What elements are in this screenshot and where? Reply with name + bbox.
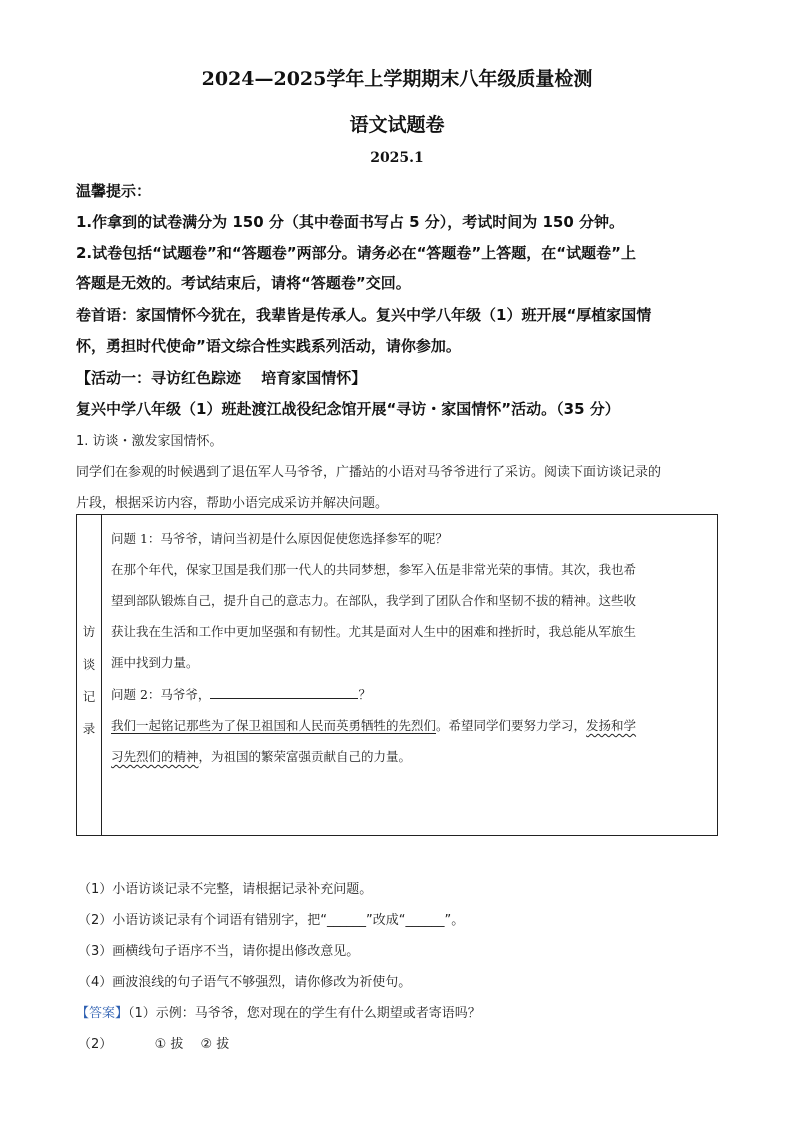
answer-line-2 xyxy=(78,1033,229,1052)
interview-answer-1-line: 获让我在生活和工作中更加坚强和有韧性。尤其是面对人生中的困难和挫折时，我总能从军旅生 xyxy=(111,624,637,639)
notice-item-2-line-2: 答题是无效的。考试结束后，请将“答题卷”交回。 xyxy=(76,274,411,292)
question-2-blank xyxy=(210,686,358,699)
question-prompt-line-1: 同学们在参观的时候遇到了退伍军人马爷爷，广播站的小语对马爷爷进行了采访。阅读下面访谈记录的 xyxy=(76,465,662,480)
intro-line-2: 怀，勇担时代使命”语文综合性实践系列活动，请你参加。 xyxy=(76,337,461,355)
answer-line-1 xyxy=(76,1002,481,1021)
underlined-sentence: 我们一起铭记那些为了保卫祖国和人民而英勇牺牲的先烈们 xyxy=(111,718,437,733)
notice-item-2-line-1: 2.试卷包括“试题卷”和“答题卷”两部分。请务必在“答题卷”上答题，在“试题卷”上 xyxy=(76,244,637,262)
question-prompt-line-2: 片段，根据采访内容，帮助小语完成采访并解决问题。 xyxy=(76,496,389,511)
side-label-char: 谈 xyxy=(82,657,96,672)
sub-question-2: （2）小语访谈记录有个词语有错别字，把“______”改成“______”。 xyxy=(78,913,465,928)
question-2-prefix: 问题 2：马爷爷， xyxy=(111,687,211,702)
activity-description: 复兴中学八年级（1）班赴渡江战役纪念馆开展“寻访・家国情怀”活动。（35 分） xyxy=(76,400,620,418)
wavy-sentence-part-2: 习先烈们的精神 xyxy=(111,749,199,764)
side-label-char: 录 xyxy=(82,721,96,736)
exam-date: 2025.1 xyxy=(370,150,424,166)
question-2-suffix: ？ xyxy=(358,687,371,702)
sub-question-4: （4）画波浪线的句子语气不够强烈，请你修改为祈使句。 xyxy=(78,975,412,990)
interview-answer-2-line-2 xyxy=(111,747,411,765)
answer-2-prefix: （2） xyxy=(78,1037,113,1052)
interview-record-box xyxy=(76,514,718,836)
answer-text-1: （1）示例：马爷爷，您对现在的学生有什么期望或者寄语吗？ xyxy=(128,1006,481,1021)
question-label: 1. 访谈・激发家国情怀。 xyxy=(76,434,223,449)
interview-answer-1-line: 涯中找到力量。 xyxy=(111,655,199,670)
answer-2-end: ，为祖国的繁荣富强贡献自己的力量。 xyxy=(198,749,412,764)
answer-tag: 【答案】 xyxy=(76,1006,129,1021)
wavy-sentence-part-1: 发扬和学 xyxy=(586,718,637,733)
interview-divider xyxy=(101,515,102,835)
interview-answer-2-line-1 xyxy=(111,716,636,734)
side-label-char: 访 xyxy=(82,624,96,639)
interview-answer-1-line: 望到部队锻炼自己，提升自己的意志力。在部队，我学到了团队合作和坚韧不拔的精神。这些收 xyxy=(111,593,637,608)
intro-line-1: 卷首语：家国情怀今犹在，我辈皆是传承人。复兴中学八年级（1）班开展“厚植家国情 xyxy=(76,306,652,324)
notice-heading: 温馨提示： xyxy=(76,182,152,200)
interview-answer-1-line: 在那个年代，保家卫国是我们那一代人的共同梦想，参军入伍是非常光荣的事情。其次，我也希 xyxy=(111,562,637,577)
interview-question-2 xyxy=(111,685,371,703)
exam-subtitle: 语文试题卷 xyxy=(349,114,445,136)
activity-heading: 【活动一：寻访红色踪迹 培育家国情怀】 xyxy=(76,369,367,387)
answer-2-middle: 。希望同学们要努力学习， xyxy=(436,718,587,733)
sub-question-1: （1）小语访谈记录不完整，请根据记录补充问题。 xyxy=(78,882,373,897)
exam-title: 2024—2025学年上学期期末八年级质量检测 xyxy=(201,68,593,90)
sub-question-3: （3）画横线句子语序不当，请你提出修改意见。 xyxy=(78,944,360,959)
interview-question-1: 问题 1：马爷爷，请问当初是什么原因促使您选择参军的呢？ xyxy=(111,531,448,546)
answer-2-items: ① 拔 ② 拔 xyxy=(154,1037,230,1052)
notice-item-1: 1.作拿到的试卷满分为 150 分（其中卷面书写占 5 分），考试时间为 150 分钟。 xyxy=(76,213,625,231)
side-label-char: 记 xyxy=(82,689,96,704)
